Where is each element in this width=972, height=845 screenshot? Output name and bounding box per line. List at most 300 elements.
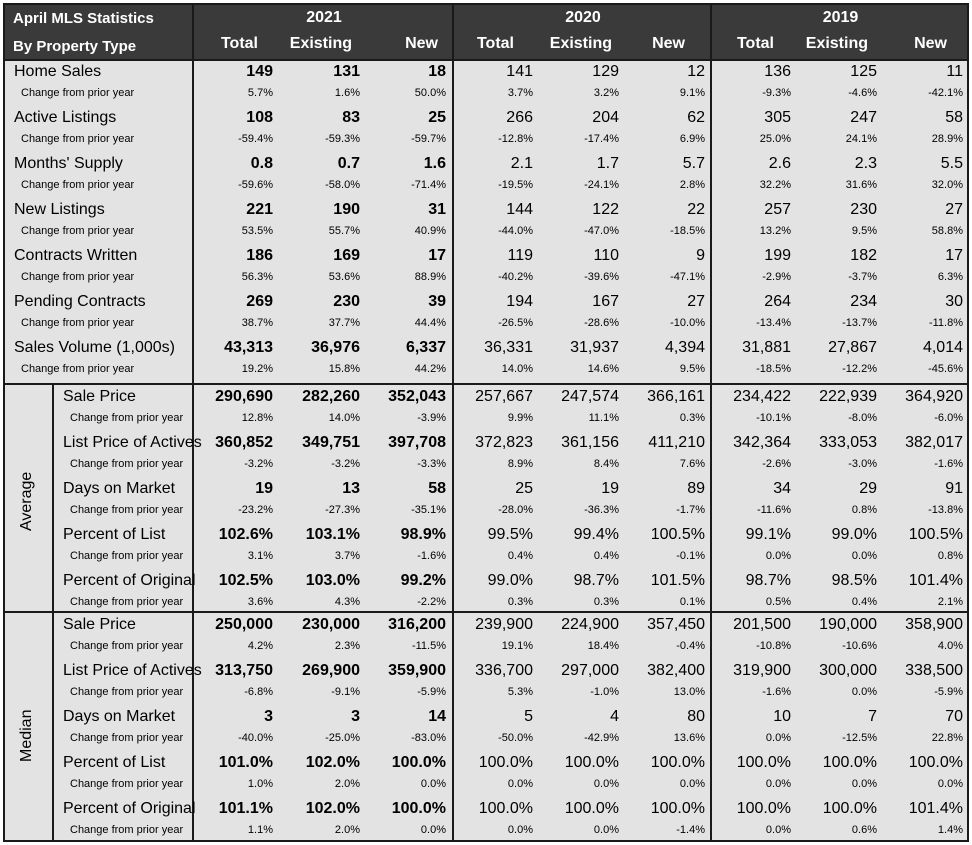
cell-change: 13.6%: [673, 732, 705, 744]
cell-change: -59.7%: [411, 133, 446, 145]
cell-change: -0.4%: [676, 640, 705, 652]
cell-change: -3.2%: [331, 458, 360, 470]
change-label: Change from prior year: [21, 133, 135, 145]
cell-change: -26.5%: [498, 317, 533, 329]
cell-change: 44.2%: [414, 363, 446, 375]
cell-value: 3: [264, 708, 273, 725]
column-header-total: Total: [220, 35, 258, 52]
cell-change: 1.0%: [247, 778, 273, 790]
cell-value: 4,394: [664, 339, 705, 356]
cell-value: 0.7: [337, 155, 360, 172]
table-row: [5, 107, 967, 153]
table-row: [5, 524, 967, 570]
table-row: [5, 752, 967, 798]
column-header-new: New: [652, 35, 685, 52]
cell-change: 0.6%: [851, 824, 877, 836]
cell-change: 13.0%: [673, 686, 705, 698]
mls-statistics-table: [3, 3, 969, 842]
cell-change: 1.4%: [937, 824, 963, 836]
cell-change: 8.9%: [507, 458, 533, 470]
cell-value: 27: [945, 201, 963, 218]
cell-change: -12.5%: [842, 732, 877, 744]
cell-change: 44.4%: [414, 317, 446, 329]
cell-value: 17: [945, 247, 963, 264]
cell-change: -45.6%: [928, 363, 963, 375]
column-header-existing: Existing: [549, 35, 612, 52]
cell-value: 4,014: [922, 339, 963, 356]
cell-value: 382,017: [905, 434, 963, 451]
row-label: Percent of List: [63, 526, 166, 543]
cell-value: 58: [428, 480, 446, 497]
cell-change: -25.0%: [325, 732, 360, 744]
year-header-2020: [452, 5, 712, 61]
cell-value: 201,500: [733, 616, 791, 633]
cell-change: 3.2%: [593, 87, 619, 99]
cell-value: 359,900: [388, 662, 446, 679]
cell-value: 89: [687, 480, 705, 497]
cell-change: -23.2%: [238, 504, 273, 516]
cell-change: -4.6%: [848, 87, 877, 99]
cell-change: 0.0%: [507, 778, 533, 790]
cell-change: -2.6%: [762, 458, 791, 470]
cell-change: -8.0%: [848, 412, 877, 424]
cell-change: 88.9%: [414, 271, 446, 283]
cell-change: -2.2%: [417, 596, 446, 608]
cell-change: 9.5%: [851, 225, 877, 237]
cell-change: 0.8%: [851, 504, 877, 516]
column-header-new: New: [914, 35, 947, 52]
cell-change: 8.4%: [593, 458, 619, 470]
cell-value: 167: [592, 293, 619, 310]
cell-value: 239,900: [475, 616, 533, 633]
cell-change: -42.9%: [584, 732, 619, 744]
cell-change: 40.9%: [414, 225, 446, 237]
cell-change: -40.2%: [498, 271, 533, 283]
cell-change: -28.0%: [498, 504, 533, 516]
table-row: [5, 61, 967, 107]
row-label: Sales Volume (1,000s): [14, 339, 175, 356]
cell-value: 364,920: [905, 388, 963, 405]
cell-change: 0.0%: [420, 824, 446, 836]
year-label: 2020: [565, 9, 601, 26]
cell-value: 336,700: [475, 662, 533, 679]
cell-change: -1.6%: [934, 458, 963, 470]
cell-value: 91: [945, 480, 963, 497]
cell-change: 38.7%: [241, 317, 273, 329]
cell-value: 169: [333, 247, 360, 264]
change-label: Change from prior year: [21, 87, 135, 99]
cell-change: -12.8%: [498, 133, 533, 145]
cell-value: 250,000: [215, 616, 273, 633]
cell-value: 234,422: [733, 388, 791, 405]
cell-value: 18: [428, 63, 446, 80]
cell-value: 230: [333, 293, 360, 310]
cell-change: 11.1%: [588, 412, 619, 424]
cell-change: 9.5%: [679, 363, 705, 375]
cell-value: 338,500: [905, 662, 963, 679]
cell-value: 266: [506, 109, 533, 126]
cell-value: 129: [592, 63, 619, 80]
cell-change: -3.0%: [848, 458, 877, 470]
cell-change: 6.3%: [937, 271, 963, 283]
cell-change: -47.0%: [584, 225, 619, 237]
cell-value: 43,313: [224, 339, 273, 356]
cell-change: -71.4%: [411, 179, 446, 191]
table-row: [5, 706, 967, 752]
cell-change: 19.2%: [241, 363, 273, 375]
cell-value: 99.2%: [400, 572, 446, 589]
cell-change: -10.1%: [756, 412, 791, 424]
cell-change: 1.1%: [247, 824, 273, 836]
cell-value: 25: [515, 480, 533, 497]
cell-value: 5.7: [682, 155, 705, 172]
change-label: Change from prior year: [21, 317, 135, 329]
cell-value: 313,750: [215, 662, 273, 679]
cell-value: 2.1: [510, 155, 533, 172]
cell-change: -83.0%: [411, 732, 446, 744]
cell-change: 0.0%: [593, 824, 619, 836]
column-header-total: Total: [476, 35, 514, 52]
cell-value: 352,043: [388, 388, 446, 405]
cell-change: -11.8%: [928, 317, 963, 329]
cell-change: -58.0%: [325, 179, 360, 191]
cell-change: -59.4%: [238, 133, 273, 145]
cell-value: 100.0%: [478, 754, 533, 771]
cell-value: 17: [428, 247, 446, 264]
cell-change: -3.9%: [417, 412, 446, 424]
row-label: Percent of Original: [63, 572, 196, 589]
cell-value: 204: [592, 109, 619, 126]
cell-change: -3.7%: [848, 271, 877, 283]
table-row: [5, 199, 967, 245]
cell-change: 14.6%: [587, 363, 619, 375]
cell-change: -1.6%: [762, 686, 791, 698]
change-label: Change from prior year: [70, 550, 184, 562]
change-label: Change from prior year: [70, 732, 184, 744]
cell-value: 300,000: [819, 662, 877, 679]
cell-change: 0.0%: [507, 824, 533, 836]
cell-value: 27,867: [828, 339, 877, 356]
cell-value: 5: [524, 708, 533, 725]
cell-value: 98.9%: [400, 526, 446, 543]
cell-change: 32.0%: [931, 179, 963, 191]
table-row: [5, 478, 967, 524]
cell-change: 0.0%: [765, 550, 791, 562]
table-body: [5, 61, 967, 840]
cell-change: 53.6%: [328, 271, 360, 283]
cell-value: 190: [333, 201, 360, 218]
year-label: 2021: [306, 9, 342, 26]
cell-value: 34: [773, 480, 791, 497]
cell-value: 269: [246, 293, 273, 310]
cell-change: -0.1%: [676, 550, 705, 562]
cell-value: 100.0%: [822, 800, 877, 817]
cell-value: 100.0%: [736, 754, 791, 771]
cell-value: 100.0%: [391, 800, 446, 817]
cell-value: 357,450: [647, 616, 705, 633]
year-header-2021: [192, 5, 454, 61]
change-label: Change from prior year: [70, 686, 184, 698]
cell-value: 316,200: [388, 616, 446, 633]
cell-change: 3.1%: [247, 550, 273, 562]
cell-value: 0.8: [250, 155, 273, 172]
cell-change: 2.0%: [334, 778, 360, 790]
cell-value: 101.4%: [908, 572, 963, 589]
cell-change: -11.6%: [756, 504, 791, 516]
change-label: Change from prior year: [70, 640, 184, 652]
cell-value: 22: [687, 201, 705, 218]
cell-value: 100.0%: [564, 754, 619, 771]
cell-change: 9.9%: [507, 412, 533, 424]
cell-change: -39.6%: [584, 271, 619, 283]
cell-value: 221: [246, 201, 273, 218]
cell-value: 25: [428, 109, 446, 126]
cell-value: 83: [342, 109, 360, 126]
cell-change: 50.0%: [414, 87, 446, 99]
cell-value: 14: [428, 708, 446, 725]
cell-change: 2.3%: [334, 640, 360, 652]
column-header-new: New: [405, 35, 438, 52]
cell-value: 100.0%: [908, 754, 963, 771]
cell-value: 4: [610, 708, 619, 725]
section-label-median: Median: [18, 709, 35, 763]
cell-change: 0.0%: [593, 778, 619, 790]
cell-change: 0.1%: [679, 596, 705, 608]
year-label: 2019: [822, 9, 859, 26]
cell-change: 18.4%: [587, 640, 619, 652]
cell-change: 56.3%: [241, 271, 273, 283]
cell-change: 2.1%: [937, 596, 963, 608]
cell-value: 103.1%: [305, 526, 360, 543]
cell-value: 122: [592, 201, 619, 218]
row-label: Months' Supply: [14, 155, 123, 172]
cell-value: 372,823: [475, 434, 533, 451]
cell-value: 31: [428, 201, 446, 218]
cell-change: 32.2%: [759, 179, 791, 191]
cell-change: -6.8%: [244, 686, 273, 698]
cell-change: 1.6%: [334, 87, 360, 99]
row-label: Active Listings: [14, 109, 117, 126]
cell-change: -17.4%: [584, 133, 619, 145]
cell-value: 102.0%: [305, 800, 360, 817]
cell-value: 342,364: [733, 434, 791, 451]
cell-value: 101.1%: [218, 800, 273, 817]
cell-value: 1.7: [596, 155, 619, 172]
cell-change: -10.6%: [842, 640, 877, 652]
cell-change: 6.9%: [679, 133, 705, 145]
cell-value: 199: [764, 247, 791, 264]
cell-change: -1.4%: [676, 824, 705, 836]
cell-value: 230: [850, 201, 877, 218]
cell-change: 19.1%: [501, 640, 533, 652]
cell-value: 29: [859, 480, 877, 497]
table-row: [5, 386, 967, 432]
cell-value: 58: [945, 109, 963, 126]
cell-value: 136: [764, 63, 791, 80]
row-label: Percent of List: [63, 754, 166, 771]
cell-change: 0.0%: [765, 824, 791, 836]
cell-value: 119: [507, 247, 533, 264]
change-label: Change from prior year: [70, 596, 184, 608]
cell-change: -35.1%: [411, 504, 446, 516]
table-row: [5, 614, 967, 660]
cell-change: 2.8%: [679, 179, 705, 191]
change-label: Change from prior year: [70, 504, 184, 516]
cell-change: 9.1%: [679, 87, 705, 99]
cell-value: 100.0%: [478, 800, 533, 817]
cell-value: 98.7%: [573, 572, 619, 589]
cell-value: 1.6: [423, 155, 446, 172]
cell-value: 99.5%: [487, 526, 533, 543]
cell-change: -1.7%: [676, 504, 705, 516]
cell-change: 58.8%: [931, 225, 963, 237]
cell-change: -12.2%: [842, 363, 877, 375]
cell-change: 2.0%: [334, 824, 360, 836]
cell-change: -6.0%: [934, 412, 963, 424]
row-label: List Price of Actives: [63, 662, 202, 679]
cell-value: 282,260: [302, 388, 360, 405]
cell-change: -18.5%: [670, 225, 705, 237]
cell-change: 14.0%: [501, 363, 533, 375]
cell-value: 6,337: [405, 339, 446, 356]
row-label: Home Sales: [14, 63, 102, 80]
table-row: [5, 245, 967, 291]
cell-value: 36,331: [484, 339, 533, 356]
cell-change: -13.4%: [756, 317, 791, 329]
row-label: Pending Contracts: [14, 293, 146, 310]
cell-change: 0.4%: [593, 550, 619, 562]
cell-change: -27.3%: [325, 504, 360, 516]
cell-change: 25.0%: [759, 133, 791, 145]
row-label: Percent of Original: [63, 800, 196, 817]
cell-value: 102.5%: [218, 572, 273, 589]
cell-value: 19: [255, 480, 273, 497]
cell-value: 101.5%: [650, 572, 705, 589]
cell-change: 0.0%: [765, 732, 791, 744]
cell-value: 30: [945, 293, 963, 310]
cell-value: 13: [342, 480, 360, 497]
cell-value: 98.7%: [745, 572, 791, 589]
cell-change: 0.3%: [507, 596, 533, 608]
cell-change: 0.3%: [679, 412, 705, 424]
cell-change: -40.0%: [238, 732, 273, 744]
cell-change: 3.6%: [247, 596, 273, 608]
cell-change: -11.5%: [411, 640, 446, 652]
cell-value: 99.0%: [831, 526, 877, 543]
cell-value: 39: [428, 293, 446, 310]
cell-value: 360,852: [215, 434, 273, 451]
row-label: Sale Price: [63, 388, 136, 405]
cell-value: 257: [764, 201, 791, 218]
cell-value: 358,900: [905, 616, 963, 633]
cell-value: 125: [850, 63, 877, 80]
cell-value: 100.5%: [650, 526, 705, 543]
column-header-existing: Existing: [289, 35, 352, 52]
row-label: New Listings: [14, 201, 105, 218]
cell-change: -36.3%: [584, 504, 619, 516]
cell-change: 37.7%: [328, 317, 360, 329]
column-header-existing: Existing: [805, 35, 868, 52]
cell-value: 333,053: [819, 434, 877, 451]
section-divider: [5, 383, 967, 385]
cell-value: 190,000: [819, 616, 877, 633]
cell-change: 0.0%: [937, 778, 963, 790]
cell-change: -9.3%: [762, 87, 791, 99]
cell-value: 101.4%: [908, 800, 963, 817]
table-row: [5, 337, 967, 383]
row-label: Sale Price: [63, 616, 136, 633]
table-row: [5, 798, 967, 842]
cell-change: 31.6%: [845, 179, 877, 191]
cell-value: 224,900: [561, 616, 619, 633]
cell-change: 4.3%: [334, 596, 360, 608]
cell-change: 0.0%: [851, 778, 877, 790]
cell-value: 100.0%: [391, 754, 446, 771]
cell-value: 290,690: [215, 388, 273, 405]
change-label: Change from prior year: [21, 363, 135, 375]
cell-change: -13.7%: [842, 317, 877, 329]
cell-value: 62: [687, 109, 705, 126]
cell-value: 141: [506, 63, 533, 80]
cell-change: 14.0%: [328, 412, 360, 424]
table-header-corner: [5, 5, 192, 61]
table-title: April MLS Statistics: [13, 10, 154, 27]
cell-value: 149: [246, 63, 273, 80]
cell-change: -28.6%: [584, 317, 619, 329]
cell-value: 98.5%: [831, 572, 877, 589]
cell-value: 131: [333, 63, 360, 80]
cell-value: 349,751: [302, 434, 360, 451]
cell-value: 264: [764, 293, 791, 310]
cell-change: 5.3%: [507, 686, 533, 698]
cell-change: -50.0%: [498, 732, 533, 744]
cell-value: 182: [850, 247, 877, 264]
cell-value: 366,161: [647, 388, 705, 405]
cell-value: 7: [868, 708, 877, 725]
cell-value: 194: [506, 293, 533, 310]
cell-value: 2.6: [768, 155, 791, 172]
cell-value: 305: [764, 109, 791, 126]
cell-value: 10: [773, 708, 791, 725]
cell-value: 12: [687, 63, 705, 80]
cell-change: -24.1%: [584, 179, 619, 191]
table-row: [5, 660, 967, 706]
row-label: List Price of Actives: [63, 434, 202, 451]
cell-value: 9: [696, 247, 705, 264]
cell-change: -9.1%: [331, 686, 360, 698]
cell-value: 411,210: [648, 434, 705, 451]
cell-change: -47.1%: [670, 271, 705, 283]
cell-value: 100.0%: [650, 800, 705, 817]
cell-value: 11: [946, 63, 963, 80]
change-label: Change from prior year: [21, 271, 135, 283]
cell-change: -18.5%: [756, 363, 791, 375]
cell-value: 144: [506, 201, 533, 218]
cell-change: 13.2%: [759, 225, 791, 237]
cell-value: 100.5%: [908, 526, 963, 543]
cell-value: 5.5: [940, 155, 963, 172]
cell-value: 382,400: [647, 662, 705, 679]
cell-value: 100.0%: [564, 800, 619, 817]
cell-change: 0.0%: [765, 778, 791, 790]
cell-value: 108: [246, 109, 273, 126]
cell-change: 28.9%: [931, 133, 963, 145]
change-label: Change from prior year: [70, 412, 184, 424]
cell-value: 186: [246, 247, 273, 264]
cell-value: 230,000: [302, 616, 360, 633]
cell-change: 0.0%: [679, 778, 705, 790]
cell-change: 55.7%: [328, 225, 360, 237]
